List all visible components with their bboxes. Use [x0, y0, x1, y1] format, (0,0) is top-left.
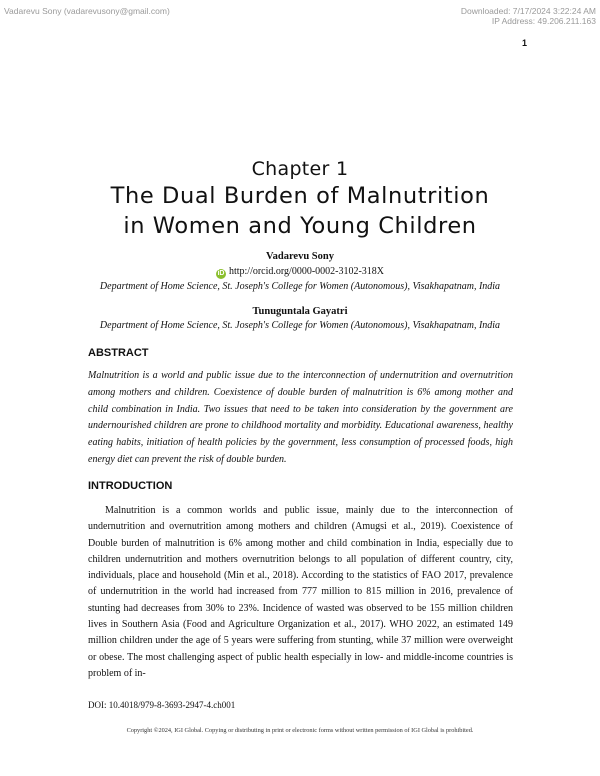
chapter-label: Chapter 1: [251, 158, 349, 180]
author-name-1: Vadarevu Sony: [266, 251, 334, 262]
author-name-2: Tunuguntala Gayatri: [252, 306, 348, 317]
author-affiliation-1: Department of Home Science, St. Joseph's College for Women (Autonomous), Visakhapatnam, India: [99, 281, 501, 292]
download-timestamp: Downloaded: 7/17/2024 3:22:24 AM: [460, 6, 596, 16]
chapter-title: [0, 181, 600, 241]
abstract-text: Malnutrition is a world and public issue due to the interconnection of undernutrition and overnutrition among mothers and children. Coexistence of double burden of malnutrition is 6% among mother and child combination in India. Two issues that need to be taken into consideration by the government are undernourished children are prone to childhood mortality and morbidity. Educational awareness, healthy eating habits, initiation of health policies by the government, less consumption of processed foods, high energy diet can prevent the risk of double burden.: [88, 370, 513, 465]
chapter-title-line-1: The Dual Burden of Malnutrition: [110, 183, 490, 209]
author-affiliation-2: Department of Home Science, St. Joseph's College for Women (Autonomous), Visakhapatnam, India: [99, 320, 501, 331]
page-number: 1: [521, 38, 527, 48]
orcid-icon: iD: [217, 270, 225, 277]
introduction-heading: INTRODUCTION: [88, 480, 173, 492]
orcid-link[interactable]: http://orcid.org/0000-0002-3102-318X: [228, 266, 385, 277]
introduction-body: [88, 503, 513, 682]
chapter-title-line-2: in Women and Young Children: [123, 213, 477, 239]
download-watermark-info: [461, 6, 596, 26]
copyright-notice: Copyright ©2024, IGI Global. Copying or distributing in print or electronic forms without written permission of IGI Global is prohibited.: [126, 727, 474, 734]
introduction-paragraph: Malnutrition is a common worlds and public issue, mainly due to the interconnection of undernutrition and overnutrition among mothers and children (Amugsi et al., 2019). Coexistence of Double burden of malnutrition is 6% among mother and child combination in India, especially due to children undernutrition and mothers overnutrition belongs to all population of different country, city, individuals, place and household (Min et al., 2018). According to the statistics of FAO 2017, prevalence of undernutrition in the world had increased from 777 million to 815 million in 2016, prevalence of stunting had decreases from 30% to 23%. Incidence of wasted was observed to be 155 million children lives in Southern Asia (Food and Agriculture Organization et al., 2017). WHO 2022, an estimated 149 million children under the age of 5 years were suffering from stunting, while 37 million were overweight or obese. The most challenging aspect of public health especially in low- and middle-income countries is problem of in-: [88, 505, 513, 679]
abstract-heading: ABSTRACT: [88, 347, 149, 359]
download-ip-address: IP Address: 49.206.211.163: [491, 16, 596, 26]
download-watermark-user: Vadarevu Sony (vadarevusony@gmail.com): [4, 6, 170, 16]
doi: DOI: 10.4018/979-8-3693-2947-4.ch001: [88, 700, 236, 710]
orcid-line: [0, 266, 600, 279]
